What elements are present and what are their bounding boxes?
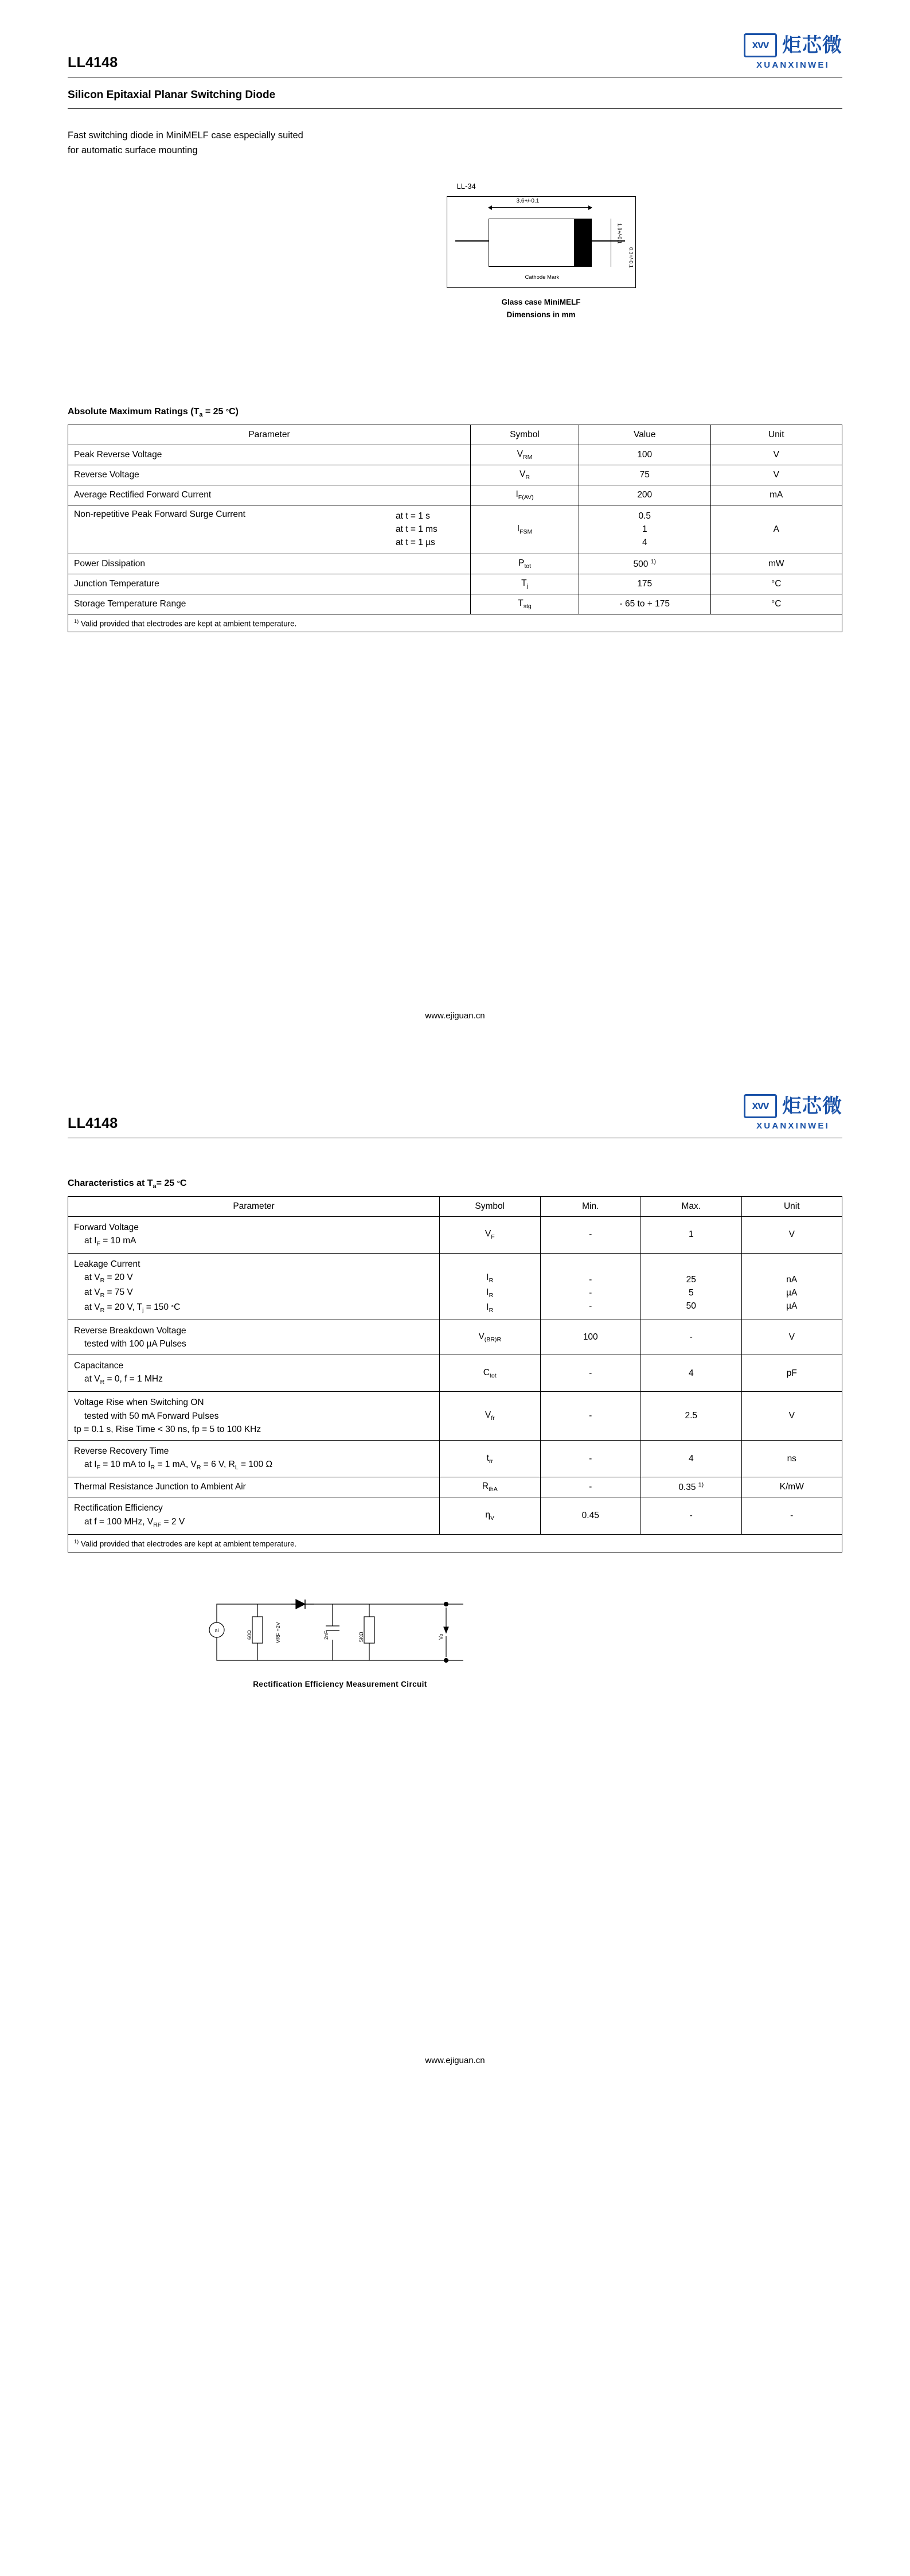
table-row	[68, 1355, 842, 1392]
dimension-lead-label: 0.3+/-0.1	[628, 247, 634, 268]
cell-max: -	[641, 1497, 742, 1534]
cell-max: -	[641, 1320, 742, 1355]
package-caption-line-2: Dimensions in mm	[506, 310, 576, 319]
table-row	[68, 1253, 842, 1320]
cathode-band	[574, 219, 591, 266]
package-type-label: LL-34	[456, 182, 476, 191]
cell-min: - - -	[540, 1253, 641, 1320]
cell-parameter: Capacitance at $V_R = 0$, f = 1 MHz	[68, 1355, 440, 1392]
th-unit: Unit	[741, 1196, 842, 1216]
table-note-row	[68, 1534, 842, 1552]
cell-symbol: $P_{tot}$	[471, 554, 579, 574]
cell-value: 500 $^{1)}$	[579, 554, 711, 574]
cell-unit: V	[710, 465, 842, 485]
cell-parameter: Rectification Efficiency at f = 100 MHz, $V_{RF} = 2$ V	[68, 1497, 440, 1534]
th-symbol: Symbol	[471, 425, 579, 445]
page-2	[0, 1061, 910, 2065]
logo-english-name: XUANXINWEI	[756, 1121, 830, 1131]
table-row	[68, 465, 842, 485]
th-value: Value	[579, 425, 711, 445]
cell-unit: ns	[741, 1441, 842, 1477]
cell-unit: K/mW	[741, 1477, 842, 1497]
subtitle-divider	[68, 108, 842, 109]
table-row	[68, 554, 842, 574]
cell-min: 100	[540, 1320, 641, 1355]
cell-value: 175	[579, 574, 711, 594]
cell-unit: A	[710, 505, 842, 554]
svg-text:ai: ai	[214, 1628, 219, 1634]
cell-symbol: $T_j$	[471, 574, 579, 594]
intro-text	[68, 129, 842, 158]
dimension-length-line	[489, 207, 592, 208]
logo-chinese-name: 炬芯微	[782, 34, 842, 56]
cell-unit: -	[741, 1497, 842, 1534]
svg-text:5KΩ: 5KΩ	[358, 1632, 364, 1643]
logo-chinese-name: 炬芯微	[782, 1095, 842, 1118]
cell-unit: mA	[710, 485, 842, 505]
abs-max-title: Absolute Maximum Ratings ($T_a = 25$ °C)	[68, 407, 239, 419]
cell-parameter: Storage Temperature Range	[68, 594, 471, 614]
cell-min: -	[540, 1355, 641, 1392]
intro-line-2: for automatic surface mounting	[68, 145, 198, 155]
page-title: LL4148	[68, 55, 118, 71]
cell-parameter-text: Non-repetitive Peak Forward Surge Current	[74, 509, 245, 519]
logo-mark-icon: xvv	[744, 33, 777, 57]
page-1	[0, 0, 910, 1021]
th-min: Min.	[540, 1196, 641, 1216]
company-logo	[744, 33, 842, 70]
cell-max: 1	[641, 1216, 742, 1253]
footer-page-1: www.ejiguan.cn	[425, 1011, 485, 1021]
measurement-circuit	[68, 1587, 842, 1688]
cell-note: $^{1)}$ Valid provided that electrodes are kept at ambient temperature.	[68, 614, 842, 632]
document-subtitle: Silicon Epitaxial Planar Switching Diode	[68, 89, 276, 101]
intro-line-1: Fast switching diode in MiniMELF case especially suited	[68, 130, 303, 141]
table-row	[68, 485, 842, 505]
footer-page-2: www.ejiguan.cn	[425, 2056, 485, 2066]
cathode-mark-label: Cathode Mark	[525, 274, 560, 281]
cell-symbol: $I_R$ $I_R$ $I_R$	[440, 1253, 541, 1320]
cell-symbol: $V_{RM}$	[471, 445, 579, 465]
cell-max: 0.35 $^{1)}$	[641, 1477, 742, 1497]
cell-unit: V	[710, 445, 842, 465]
characteristics-table	[68, 1196, 842, 1553]
cell-value: 200	[579, 485, 711, 505]
th-unit: Unit	[710, 425, 842, 445]
cell-symbol: $V_{(BR)R}$	[440, 1320, 541, 1355]
document-header	[68, 0, 842, 71]
cell-parameter: Reverse Voltage	[68, 465, 471, 485]
cell-symbol: $R_{thA}$	[440, 1477, 541, 1497]
cell-unit: V	[741, 1216, 842, 1253]
cell-parameter: Voltage Rise when Switching ON tested with 50 mA Forward Pulses tp = 0.1 s, Rise Time < 30 ns, fp = 5 to 100 KHz	[68, 1392, 440, 1441]
th-symbol: Symbol	[440, 1196, 541, 1216]
cell-symbol: $V_F$	[440, 1216, 541, 1253]
cell-symbol: $V_{fr}$	[440, 1392, 541, 1441]
svg-text:Vo: Vo	[438, 1633, 444, 1640]
dimension-length-label: 3.6+/-0.1	[515, 198, 541, 204]
cell-parameter: Reverse Recovery Time at $I_F = 10$ mA to $I_R = 1$ mA, $V_R = 6$ V, $R_L = 100$ Ω	[68, 1441, 440, 1477]
table-row	[68, 1392, 842, 1441]
table-row	[68, 505, 842, 554]
table-header-row	[68, 1196, 842, 1216]
cell-unit: V	[741, 1392, 842, 1441]
th-max: Max.	[641, 1196, 742, 1216]
document-header-2	[68, 1061, 842, 1132]
cell-symbol: $t_{rr}$	[440, 1441, 541, 1477]
table-row	[68, 445, 842, 465]
svg-text:VRF =2V: VRF =2V	[275, 1622, 281, 1644]
cell-parameter: Peak Reverse Voltage	[68, 445, 471, 465]
cell-unit: pF	[741, 1355, 842, 1392]
company-logo-2	[744, 1094, 842, 1131]
cell-min: -	[540, 1216, 641, 1253]
cell-symbol: $I_{F(AV)}$	[471, 485, 579, 505]
package-caption-line-1: Glass case MiniMELF	[501, 298, 581, 307]
cell-min: -	[540, 1477, 641, 1497]
page-title-2: LL4148	[68, 1115, 118, 1132]
svg-text:60Ω: 60Ω	[247, 1630, 252, 1640]
table-row	[68, 1441, 842, 1477]
cell-parameter: Junction Temperature	[68, 574, 471, 594]
cell-min: 0.45	[540, 1497, 641, 1534]
cell-value: 0.5 1 4	[579, 505, 711, 554]
cell-max: 25 5 50	[641, 1253, 742, 1320]
dimension-width-label: 1.8+/-0.1	[616, 223, 623, 244]
table-note-row	[68, 614, 842, 632]
cell-value: 75	[579, 465, 711, 485]
table-row	[68, 1477, 842, 1497]
cell-max: 2.5	[641, 1392, 742, 1441]
cell-conditions: at t = 1 s at t = 1 ms at t = 1 µs	[396, 511, 438, 548]
cell-parameter: Average Rectified Forward Current	[68, 485, 471, 505]
cell-unit: mW	[710, 554, 842, 574]
cell-unit: °C	[710, 594, 842, 614]
th-parameter: Parameter	[68, 425, 471, 445]
characteristics-title: Characteristics at $T_a= 25$ °C	[68, 1178, 187, 1190]
table-header-row	[68, 425, 842, 445]
cell-symbol: $C_{tot}$	[440, 1355, 541, 1392]
package-drawing	[68, 182, 842, 321]
table-row	[68, 1216, 842, 1253]
logo-english-name: XUANXINWEI	[756, 60, 830, 70]
diode-body	[489, 219, 592, 267]
cell-parameter: Forward Voltage at $I_F = 10$ mA	[68, 1216, 440, 1253]
cell-parameter: Thermal Resistance Junction to Ambient Air	[68, 1477, 440, 1497]
cell-value: 100	[579, 445, 711, 465]
package-caption	[447, 296, 636, 321]
cell-max: 4	[641, 1441, 742, 1477]
cell-min: -	[540, 1392, 641, 1441]
cell-symbol: $\eta_V$	[440, 1497, 541, 1534]
circuit-schematic	[200, 1587, 481, 1673]
logo-mark-icon: xvv	[744, 1094, 777, 1118]
absolute-maximum-ratings-table	[68, 425, 842, 633]
cell-parameter: Leakage Current at $V_R = 20$ V at $V_R = 75$ V at $V_R = 20$ V, $T_j = 150$ °C	[68, 1253, 440, 1320]
cell-parameter	[68, 505, 471, 554]
circuit-caption: Rectification Efficiency Measurement Circuit	[253, 1680, 427, 1689]
th-parameter: Parameter	[68, 1196, 440, 1216]
cell-parameter: Reverse Breakdown Voltage tested with 100 µA Pulses	[68, 1320, 440, 1355]
cell-unit: V	[741, 1320, 842, 1355]
table-row	[68, 594, 842, 614]
package-outline	[447, 196, 636, 288]
table-row	[68, 1320, 842, 1355]
lead-left	[455, 240, 489, 242]
cell-min: -	[540, 1441, 641, 1477]
cell-unit: °C	[710, 574, 842, 594]
cell-value: - 65 to + 175	[579, 594, 711, 614]
cell-symbol: $V_R$	[471, 465, 579, 485]
table-row	[68, 1497, 842, 1534]
table-row	[68, 574, 842, 594]
cell-note: $^{1)}$ Valid provided that electrodes are kept at ambient temperature.	[68, 1534, 842, 1552]
cell-parameter: Power Dissipation	[68, 554, 471, 574]
cell-max: 4	[641, 1355, 742, 1392]
cell-symbol: $I_{FSM}$	[471, 505, 579, 554]
svg-text:2nF: 2nF	[323, 1631, 329, 1640]
cell-symbol: $T_{stg}$	[471, 594, 579, 614]
cell-unit: nA µA µA	[741, 1253, 842, 1320]
